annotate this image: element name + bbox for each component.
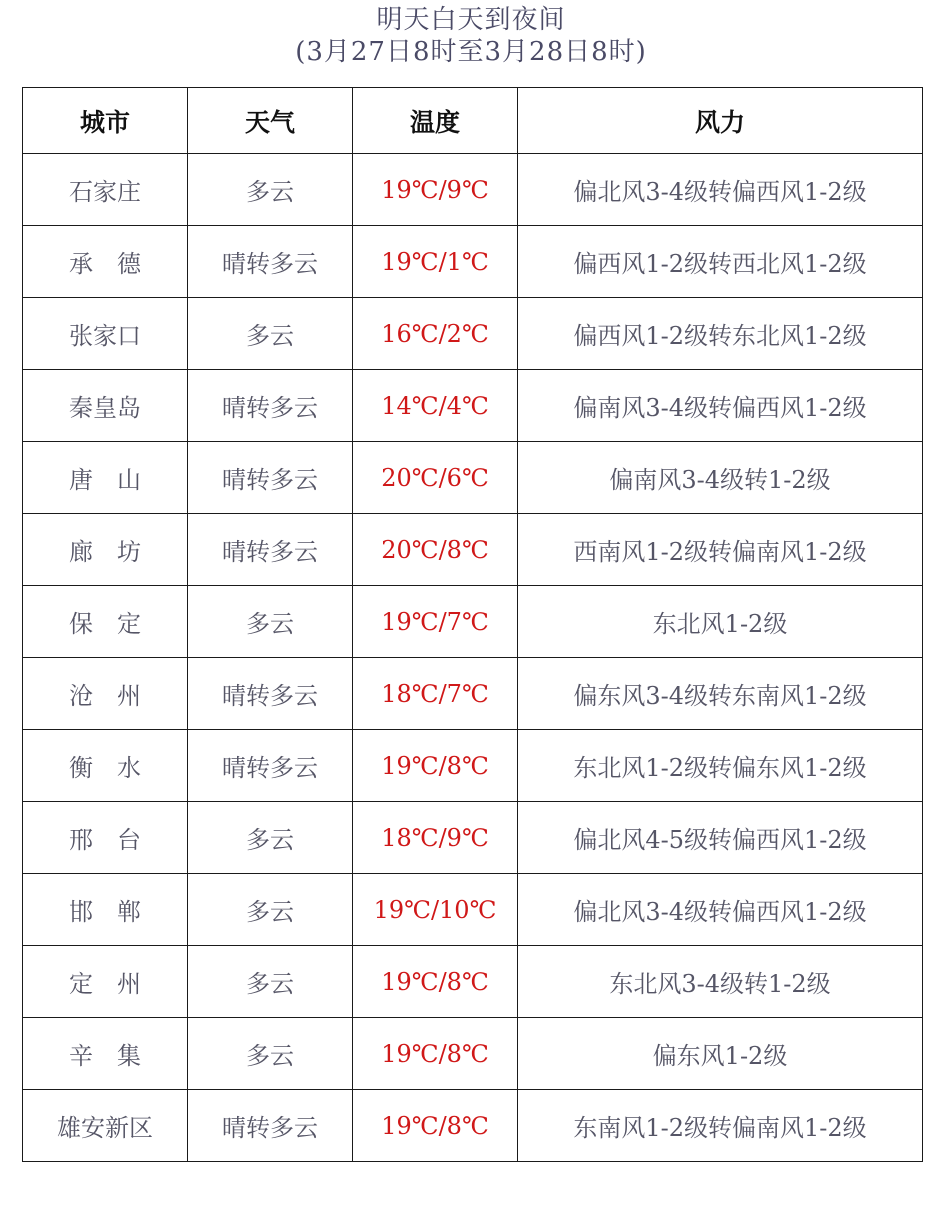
weather-cell: 晴转多云: [188, 730, 353, 802]
table-row: [23, 658, 923, 730]
temperature-cell: 19℃/10℃: [353, 874, 518, 946]
weather-cell: 多云: [188, 802, 353, 874]
temperature-cell: 20℃/8℃: [353, 514, 518, 586]
temperature-cell: 19℃/8℃: [353, 1090, 518, 1162]
header-wind: 风力: [518, 88, 923, 154]
weather-cell: 晴转多云: [188, 442, 353, 514]
temperature-cell: 18℃/9℃: [353, 802, 518, 874]
wind-cell: 偏北风4-5级转偏西风1-2级: [518, 802, 923, 874]
temperature-cell: 19℃/8℃: [353, 946, 518, 1018]
header-city: 城市: [23, 88, 188, 154]
table-row: [23, 370, 923, 442]
weather-cell: 多云: [188, 154, 353, 226]
temperature-cell: 19℃/1℃: [353, 226, 518, 298]
wind-cell: 偏东风3-4级转东南风1-2级: [518, 658, 923, 730]
wind-cell: 西南风1-2级转偏南风1-2级: [518, 514, 923, 586]
city-cell: 沧 州: [23, 658, 188, 730]
forecast-table: [22, 87, 923, 1162]
city-cell: 定 州: [23, 946, 188, 1018]
temperature-cell: 19℃/8℃: [353, 730, 518, 802]
table-row: [23, 1090, 923, 1162]
city-cell: 廊 坊: [23, 514, 188, 586]
temperature-cell: 14℃/4℃: [353, 370, 518, 442]
table-row: [23, 946, 923, 1018]
wind-cell: 偏西风1-2级转西北风1-2级: [518, 226, 923, 298]
table-row: [23, 874, 923, 946]
weather-cell: 多云: [188, 946, 353, 1018]
table-header-row: [23, 88, 923, 154]
city-cell: 张家口: [23, 298, 188, 370]
table-row: [23, 586, 923, 658]
title-line-1: 明天白天到夜间: [376, 5, 566, 35]
weather-cell: 晴转多云: [188, 370, 353, 442]
header-weather: 天气: [188, 88, 353, 154]
weather-cell: 多云: [188, 874, 353, 946]
wind-cell: 偏北风3-4级转偏西风1-2级: [518, 874, 923, 946]
forecast-title: [0, 4, 942, 68]
table-row: [23, 154, 923, 226]
table-row: [23, 298, 923, 370]
weather-cell: 晴转多云: [188, 658, 353, 730]
header-temperature: 温度: [353, 88, 518, 154]
city-cell: 辛 集: [23, 1018, 188, 1090]
city-cell: 邯 郸: [23, 874, 188, 946]
city-cell: 石家庄: [23, 154, 188, 226]
table-row: [23, 226, 923, 298]
wind-cell: 偏西风1-2级转东北风1-2级: [518, 298, 923, 370]
table-body: [23, 154, 923, 1162]
weather-cell: 多云: [188, 298, 353, 370]
weather-cell: 晴转多云: [188, 1090, 353, 1162]
wind-cell: 偏南风3-4级转偏西风1-2级: [518, 370, 923, 442]
city-cell: 承 德: [23, 226, 188, 298]
table-row: [23, 442, 923, 514]
temperature-cell: 20℃/6℃: [353, 442, 518, 514]
table-row: [23, 730, 923, 802]
title-line-2: (3月27日8时至3月28日8时): [295, 37, 647, 67]
city-cell: 保 定: [23, 586, 188, 658]
temperature-cell: 16℃/2℃: [353, 298, 518, 370]
table-row: [23, 802, 923, 874]
wind-cell: 东北风3-4级转1-2级: [518, 946, 923, 1018]
temperature-cell: 18℃/7℃: [353, 658, 518, 730]
wind-cell: 东南风1-2级转偏南风1-2级: [518, 1090, 923, 1162]
wind-cell: 偏东风1-2级: [518, 1018, 923, 1090]
weather-cell: 多云: [188, 1018, 353, 1090]
city-cell: 唐 山: [23, 442, 188, 514]
table-row: [23, 514, 923, 586]
wind-cell: 偏南风3-4级转1-2级: [518, 442, 923, 514]
wind-cell: 偏北风3-4级转偏西风1-2级: [518, 154, 923, 226]
weather-cell: 晴转多云: [188, 514, 353, 586]
wind-cell: 东北风1-2级: [518, 586, 923, 658]
temperature-cell: 19℃/8℃: [353, 1018, 518, 1090]
weather-cell: 晴转多云: [188, 226, 353, 298]
city-cell: 衡 水: [23, 730, 188, 802]
table-row: [23, 1018, 923, 1090]
city-cell: 秦皇岛: [23, 370, 188, 442]
wind-cell: 东北风1-2级转偏东风1-2级: [518, 730, 923, 802]
city-cell: 雄安新区: [23, 1090, 188, 1162]
city-cell: 邢 台: [23, 802, 188, 874]
temperature-cell: 19℃/9℃: [353, 154, 518, 226]
weather-cell: 多云: [188, 586, 353, 658]
temperature-cell: 19℃/7℃: [353, 586, 518, 658]
